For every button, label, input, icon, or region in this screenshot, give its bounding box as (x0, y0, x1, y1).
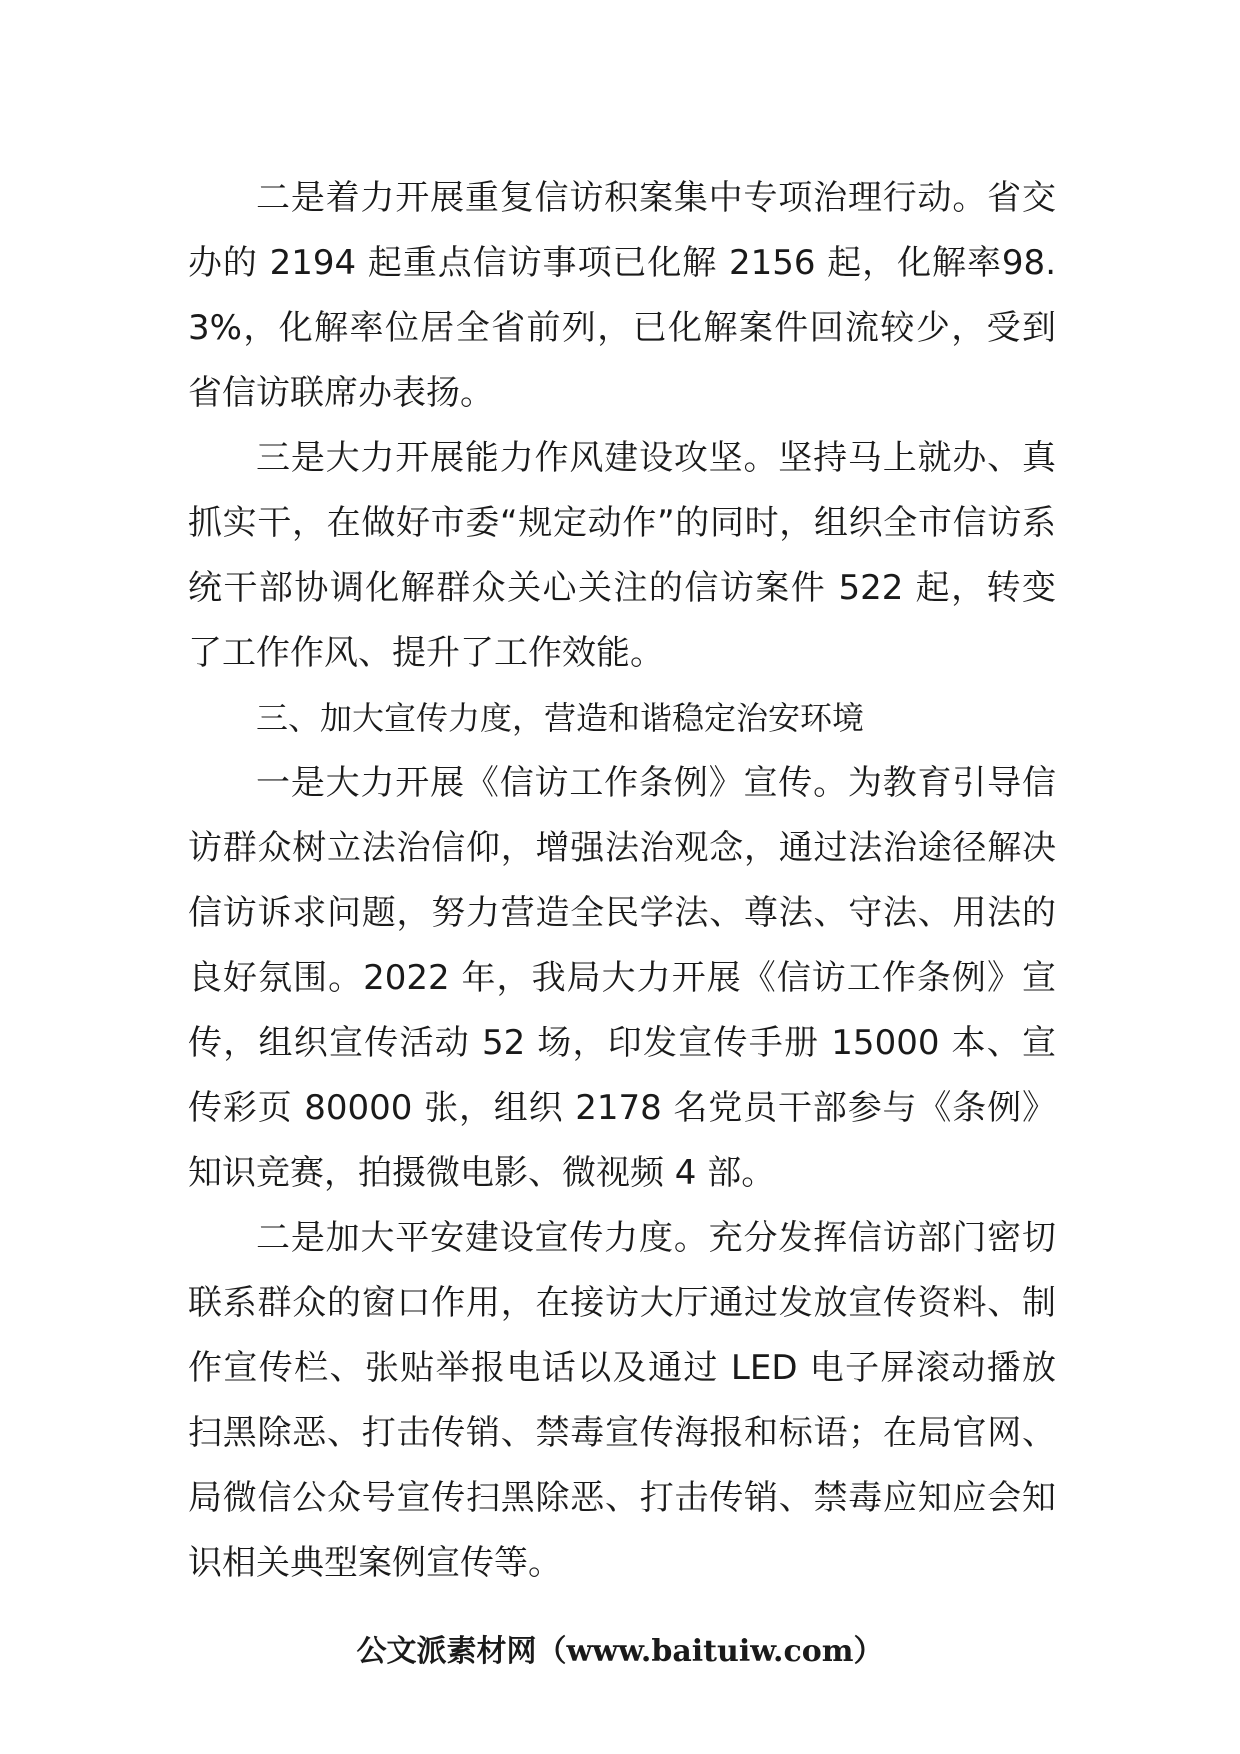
section-heading: 三、加大宣传力度，营造和谐稳定治安环境 (256, 699, 865, 737)
footer-watermark (0, 1632, 1240, 1672)
paragraph: 一是大力开展《信访工作条例》宣传。为教育引导信访群众树立法治信仰，增强法治观念，通过法治途径解决信访诉求问题，努力营造全民学法、尊法、守法、用法的良好氛围。2022 年，我局大力开展《信访工作条例》宣传，组织宣传活动 52 场，印发宣传手册 15000 本、宣传彩页 80000 张，组织 2178 名党员干部参与《条例》知识竞赛，拍摄微电影、微视频 4 部。 (188, 763, 1056, 1193)
footer-brand: 公文派素材网 (356, 1634, 537, 1669)
paragraph: 二是着力开展重复信访积案集中专项治理行动。省交办的 2194 起重点信访事项已化解 2156 起，化解率98.3%，化解率位居全省前列，已化解案件回流较少，受到省信访联席办表扬。 (188, 178, 1056, 413)
paragraph: 二是加大平安建设宣传力度。充分发挥信访部门密切联系群众的窗口作用，在接访大厅通过发放宣传资料、制作宣传栏、张贴举报电话以及通过 LED 电子屏滚动播放扫黑除恶、打击传销、禁毒宣传海报和标语；在局官网、局微信公众号宣传扫黑除恶、打击传销、禁毒应知应会知识相关典型案例宣传等。 (188, 1218, 1056, 1583)
document-body (188, 166, 1056, 1596)
paragraph: 三是大力开展能力作风建设攻坚。坚持马上就办、真抓实干，在做好市委“规定动作”的同时，组织全市信访系统干部协调化解群众关心关注的信访案件 522 起，转变了工作作风、提升了工作效能。 (188, 438, 1056, 673)
footer-site: （www.baituiw.com） (536, 1634, 884, 1669)
